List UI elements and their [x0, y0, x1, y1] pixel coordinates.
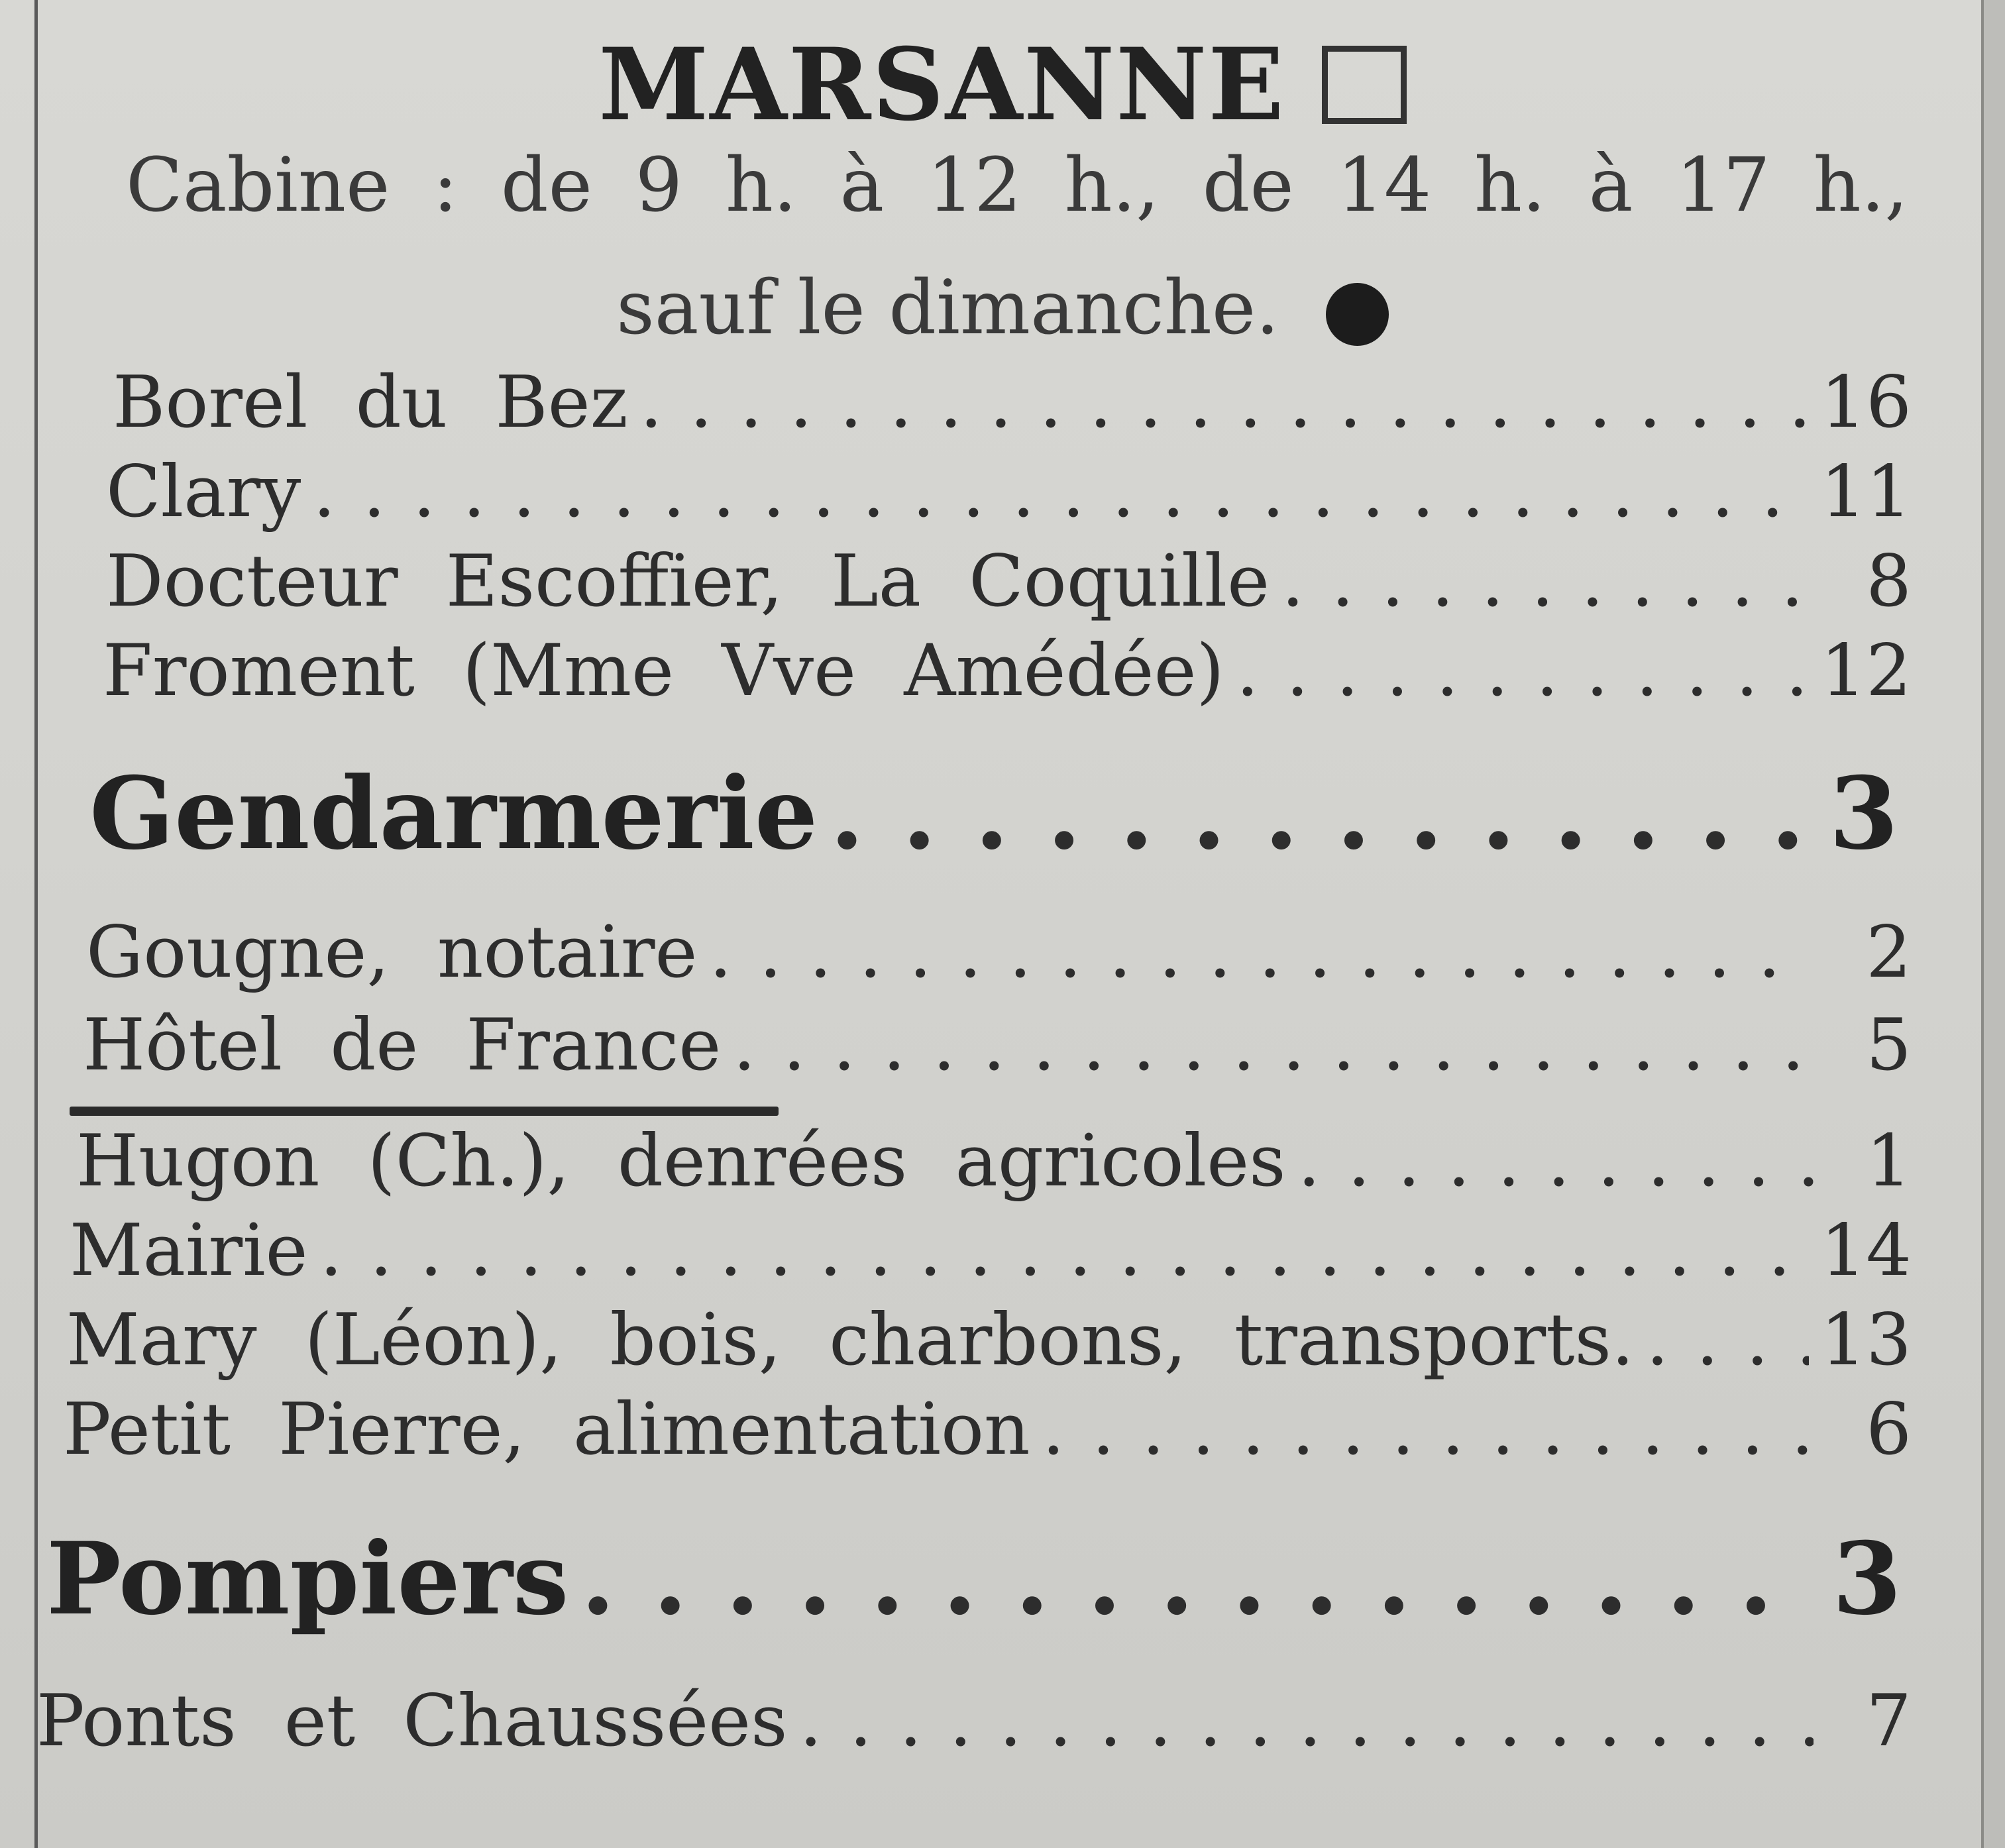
entry-name: Mairie — [70, 1209, 308, 1292]
dot-leader — [830, 755, 1800, 872]
entry-number: 1 — [1866, 1120, 1912, 1203]
hours-line-1: Cabine : de 9 h. à 12 h., de 14 h. à 17 h., — [126, 142, 1908, 229]
list-item — [66, 1299, 1912, 1382]
entry-number: 14 — [1820, 1209, 1912, 1292]
entry-name: Mary (Léon), bois, charbons, transports. — [66, 1299, 1635, 1382]
entry-number: 7 — [1866, 1680, 1912, 1763]
black-dot-icon — [1326, 283, 1389, 346]
dot-leader — [709, 911, 1814, 994]
entry-number: 13 — [1820, 1299, 1912, 1382]
entry-number: 16 — [1820, 361, 1912, 444]
list-item — [103, 629, 1912, 712]
entry-number: 12 — [1820, 629, 1912, 712]
entry-name: Pompiers — [46, 1521, 569, 1637]
entry-number: 6 — [1866, 1388, 1912, 1471]
entry-number: 11 — [1820, 451, 1912, 533]
list-item-highlighted — [89, 755, 1898, 872]
list-item — [106, 451, 1912, 533]
list-item — [83, 1004, 1912, 1087]
dot-leader — [580, 1521, 1804, 1637]
dot-leader — [1281, 540, 1814, 623]
entry-number: 3 — [1832, 1521, 1902, 1637]
dot-leader — [313, 451, 1808, 533]
page-title: MARSANNE — [598, 27, 1285, 143]
list-item — [36, 1680, 1912, 1763]
dot-leader — [733, 1004, 1814, 1087]
hours-line-2: sauf le dimanche. — [616, 265, 1279, 351]
entry-name: Froment (Mme Vve Amédée) — [103, 629, 1224, 712]
dot-leader — [1236, 629, 1809, 712]
entry-name: Hugon (Ch.), denrées agricoles — [76, 1120, 1286, 1203]
entry-name: Ponts et Chaussées — [36, 1680, 788, 1763]
list-item — [63, 1388, 1912, 1471]
entry-name: Clary — [106, 451, 301, 533]
entry-name: Petit Pierre, alimentation — [63, 1388, 1030, 1471]
entry-name: Borel du Bez — [113, 361, 628, 444]
hours-line-2-row — [0, 265, 2005, 351]
list-item — [113, 361, 1912, 444]
dot-leader — [1646, 1299, 1808, 1382]
list-item — [106, 540, 1912, 623]
entry-number: 2 — [1866, 911, 1912, 994]
square-symbol-icon — [1322, 46, 1407, 124]
entry-number: 3 — [1829, 755, 1898, 872]
list-item — [86, 911, 1912, 994]
title-row — [0, 27, 2005, 159]
entry-name: Gendarmerie — [89, 755, 818, 872]
dot-leader — [320, 1209, 1809, 1292]
entry-name: Hôtel de France — [83, 1004, 722, 1087]
dot-leader — [1042, 1388, 1814, 1471]
underline-rule — [70, 1107, 779, 1116]
dot-leader — [640, 361, 1809, 444]
list-item — [70, 1209, 1912, 1292]
entry-number: 8 — [1866, 540, 1912, 623]
entry-number: 5 — [1866, 1004, 1912, 1087]
entry-name: Gougne, notaire — [86, 911, 698, 994]
list-item — [76, 1120, 1912, 1203]
entry-name: Docteur Escoffier, La Coquille — [106, 540, 1270, 623]
list-item-highlighted — [46, 1521, 1902, 1637]
dot-leader — [800, 1680, 1814, 1763]
dot-leader — [1298, 1120, 1814, 1203]
